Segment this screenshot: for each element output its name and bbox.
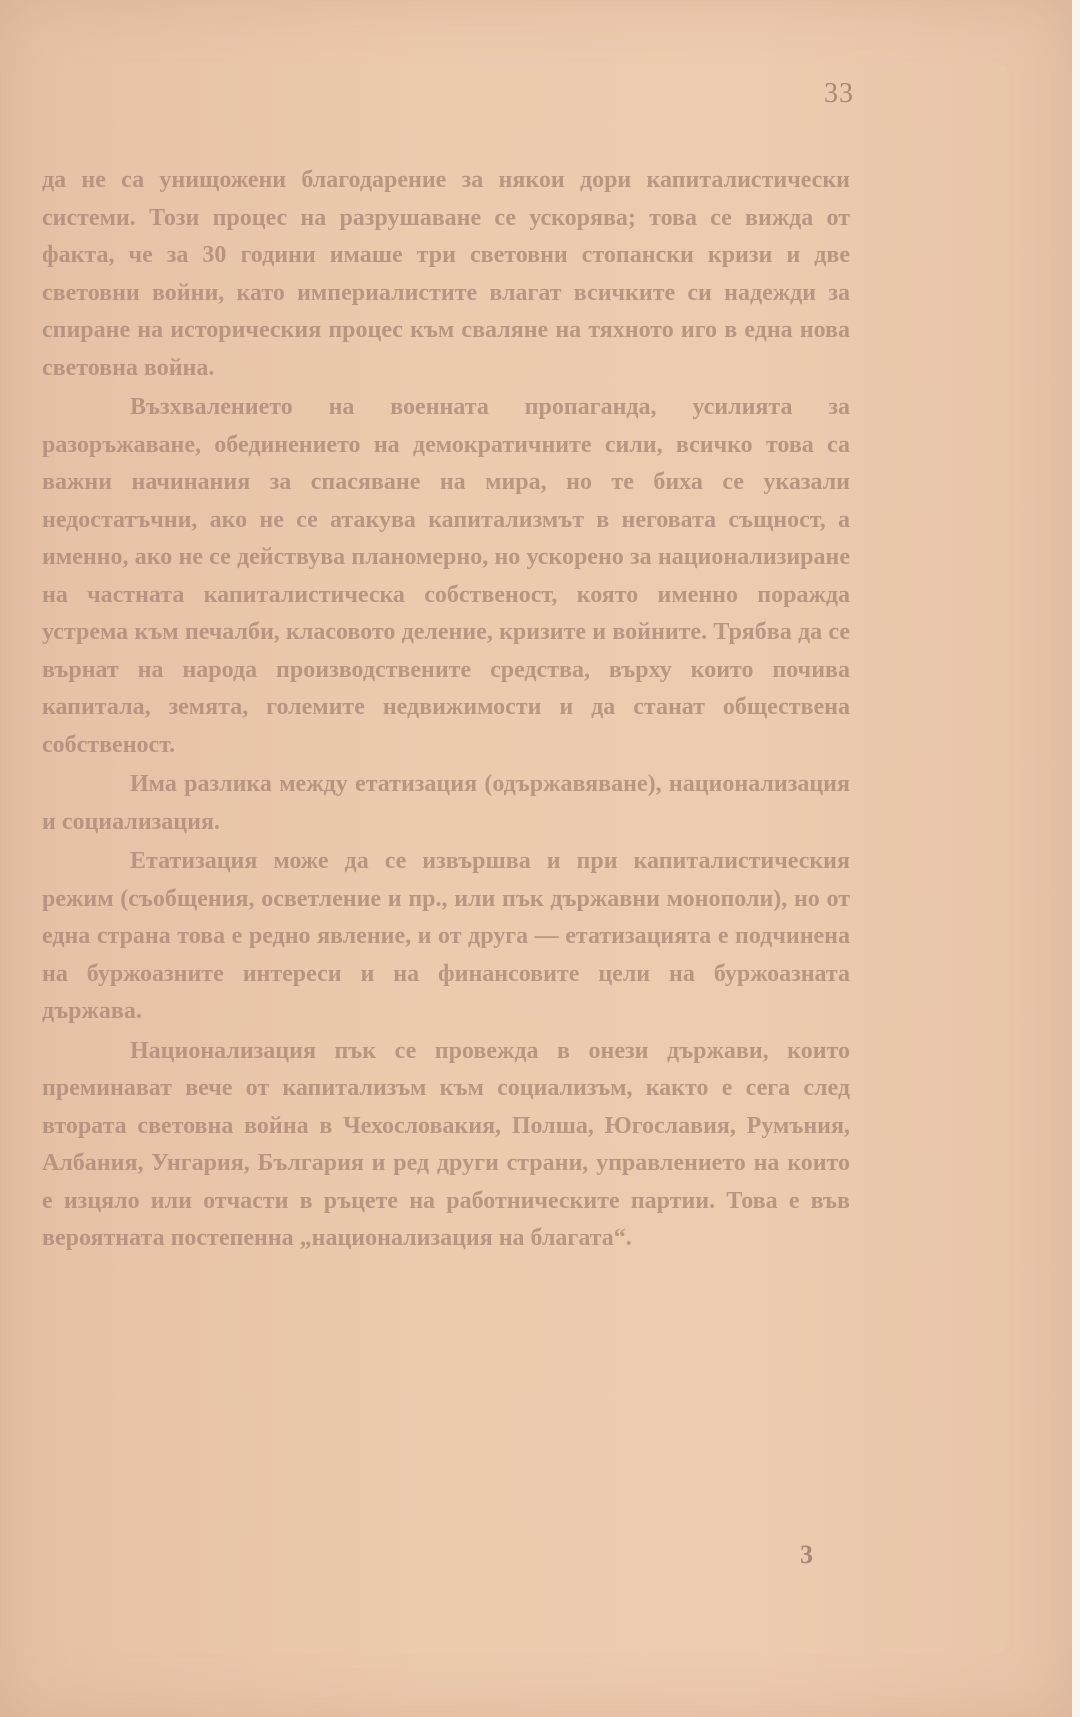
paragraph-2: Възхвалението на военната пропаганда, усилията за разоръжаване, обединението на демократичните сили, всичко това са важни начинания за спасяване на мира, но те биха се указали недостатъчни, ако не се атакува капитализмът в неговата същност, а именно, ако не се действува планомерно, но ускорено за национализиране на частната капиталистическа собственост, която именно поражда устрема към печалби, класовото деление, кризите и войните. Трябва да се върнат на народа производствените средства, върху които почива капитала, земята, големите недвижимости и да станат обществена собственост. (42, 394, 850, 758)
page-edge (1072, 0, 1080, 1717)
paragraph-3: Има разлика между етатизация (одържавяване), национализация и социализация. (42, 771, 850, 835)
body-text (42, 162, 850, 1258)
page-number: 33 (824, 78, 854, 109)
paragraph-5: Национализация пък се провежда в онези държави, които преминават вече от капитализъм към социализъм, както е сега след втората световна война в Чехословакия, Полша, Югославия, Румъния, Албания, Унгария, България и ред други страни, управлението на които е изцяло или отчасти в ръцете на работническите партии. Това е във вероятната постепенна „национализация на благата“. (42, 1037, 850, 1251)
footer-page-number: 3 (800, 1540, 813, 1569)
paragraph-1: да не са унищожени благодарение за някои дори капиталистически системи. Този процес на разрушаване се ускорява; това се вижда от факта, че за 30 години имаше три световни стопански кризи и две световни войни, като империалистите влагат всичките си надежди за спиране на историческия процес към сваляне на тяхното иго в една нова световна война. (42, 167, 850, 381)
paragraph-4: Етатизация може да се извършва и при капиталистическия режим (съобщения, осветление и пр., или пък държавни монополи), но от една страна това е редно явление, и от друга — етатизацията е подчинена на буржоазните интереси и на финансовите цели на буржоазната държава. (42, 848, 850, 1024)
